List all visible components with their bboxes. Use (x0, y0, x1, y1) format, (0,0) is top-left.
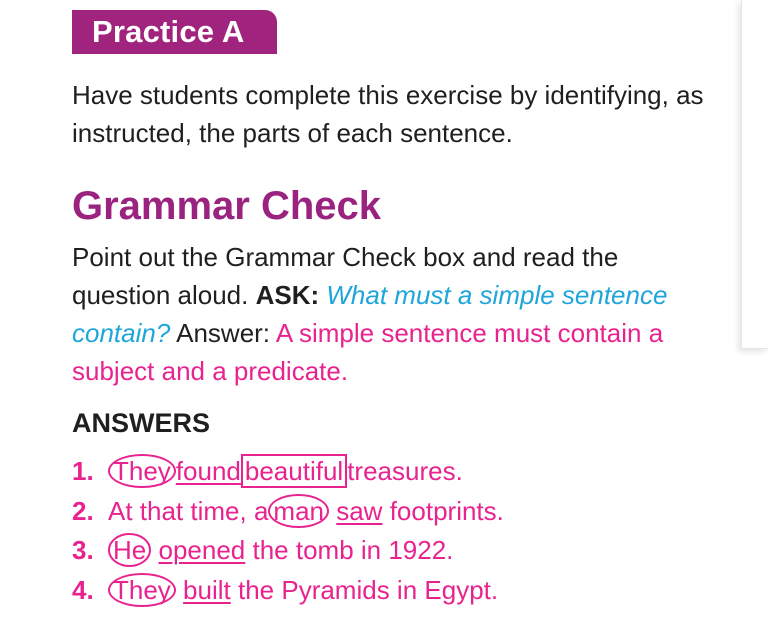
subject-circle: They (108, 454, 176, 488)
verb-underline: opened (158, 535, 246, 565)
sentence-text: treasures. (347, 456, 463, 486)
grammar-question: What must a simple sentence contain? (72, 280, 668, 348)
subject-circle: He (108, 533, 151, 567)
grammar-answer: A simple sentence must contain a subject and a predicate. (72, 318, 664, 386)
answer-number: 1. (72, 456, 94, 486)
answer-label: Answer: (176, 318, 271, 348)
answer-item-1 (72, 452, 712, 492)
answer-item-2 (72, 492, 712, 532)
practice-label: Practice A (92, 14, 245, 49)
sentence-text: At that time, a (108, 495, 269, 526)
answer-number: 2. (72, 495, 94, 526)
answers-heading: ANSWERS (72, 408, 211, 438)
verb-underline: saw (336, 495, 383, 526)
answer-item-3 (72, 531, 712, 571)
practice-tab (72, 10, 277, 54)
grammar-check-body (72, 238, 712, 390)
grammar-check-title: Grammar Check (72, 184, 382, 228)
intro-text: Have students complete this exercise by identifying, as instructed, the parts of each sentence. (72, 80, 704, 148)
subject-circle: man (268, 494, 329, 528)
adjacent-page-panel (741, 0, 768, 349)
answer-item-4 (72, 571, 712, 611)
answers-list (72, 452, 712, 610)
adjective-box: beautiful (241, 454, 347, 488)
sentence-text: the tomb in 1922. (252, 535, 454, 565)
verb-underline: built (183, 574, 231, 605)
sentence-text: footprints. (389, 495, 504, 526)
verb-underline: found (175, 456, 241, 486)
answer-number: 3. (72, 535, 94, 565)
answer-number: 4. (72, 574, 94, 605)
grammar-body-lead: Point out the Grammar Check box and read the question aloud. (72, 242, 619, 310)
subject-circle: They (108, 573, 176, 607)
sentence-text: the Pyramids in Egypt. (237, 574, 499, 605)
ask-label: ASK: (255, 280, 320, 310)
